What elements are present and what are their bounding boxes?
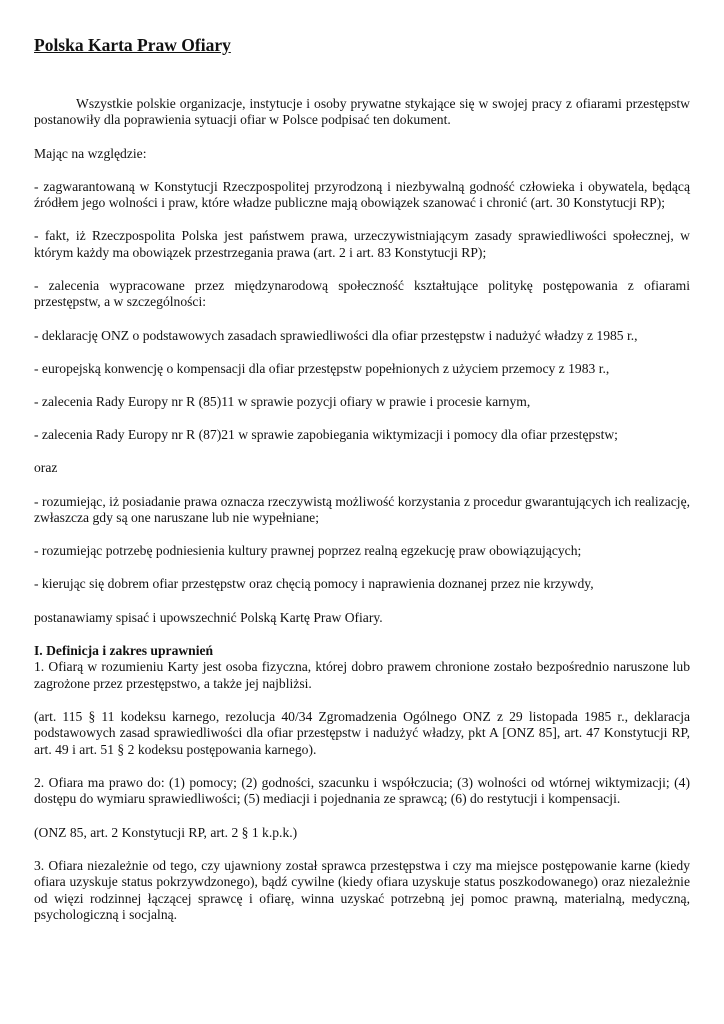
list-item: - zalecenia Rady Europy nr R (87)21 w sprawie zapobiegania wiktymizacji i pomocy dla ofiar przestępstw; [34, 427, 618, 443]
list-item: - zalecenia wypracowane przez międzynarodową społeczność kształtujące politykę postępowania z ofiarami przestępstw, a w szczególności: [34, 278, 690, 310]
list-item: - rozumiejąc, iż posiadanie prawa oznacza rzeczywistą możliwość korzystania z procedur gwarantujących ich realizację, zwłaszcza gdy są one naruszane lub nie wypełniane; [34, 493, 690, 526]
section-heading: I. Definicja i zakres uprawnień [34, 642, 214, 658]
list-item: - kierując się dobrem ofiar przestępstw oraz chęcią pomocy i naprawienia doznanej przez nie krzywdy, [34, 576, 594, 592]
list-item: - deklarację ONZ o podstawowych zasadach sprawiedliwości dla ofiar przestępstw i nadużyć władzy z 1985 r., [34, 327, 638, 343]
resolution-paragraph: postanawiamy spisać i upowszechnić Polską Kartę Praw Ofiary. [34, 609, 383, 625]
list-item: - rozumiejąc potrzebę podniesienia kultury prawnej poprzez realną egzekucję praw obowiązujących; [34, 543, 582, 559]
reference-paragraph: (ONZ 85, art. 2 Konstytucji RP, art. 2 § 1 k.p.k.) [34, 824, 298, 840]
list-item: - europejską konwencję o kompensacji dla ofiar przestępstw popełnionych z użyciem przemocy z 1983 r., [34, 360, 610, 376]
section-paragraph: 2. Ofiara ma prawo do: (1) pomocy; (2) godności, szacunku i współczucia; (3) wolności od wtórnej wiktymizacji; (4) dostępu do wymiaru sprawiedliwości; (5) mediacji i pojednania ze sprawcą; (6) do restytucji i kompensacji. [34, 774, 690, 807]
section-paragraph: 1. Ofiarą w rozumieniu Karty jest osoba fizyczna, której dobro prawem chronione zostało bezpośrednio naruszone lub zagrożone przez przestępstwo, a także jej najbliżsi. [34, 659, 690, 691]
list-item: - zalecenia Rady Europy nr R (85)11 w sprawie pozycji ofiary w prawie i procesie karnym, [34, 394, 531, 410]
list-item: - zagwarantowaną w Konstytucji Rzeczpospolitej przyrodzoną i niezbywalną godność człowieka i obywatela, będącą źródłem jego wolności i praw, które władze publiczne mają obowiązek szanować i chronić (art. 30 Konstytucji RP); [34, 178, 690, 211]
reference-paragraph: (art. 115 § 11 kodeksu karnego, rezolucja 40/34 Zgromadzenia Ogólnego ONZ z 29 listopada 1985 r., deklaracja podstawowych zasad sprawiedliwości dla ofiar przestępstw i nadużyć władzy, pkt A [ONZ 85], art. 47 Konstytucji RP, art. 49 i art. 51 § 2 kodeksu postępowania karnego). [34, 708, 690, 757]
list-item: - fakt, iż Rzeczpospolita Polska jest państwem prawa, urzeczywistniającym zasady sprawiedliwości społecznej, w którym każdy ma obowiązek przestrzegania prawa (art. 2 i art. 83 Konstytucji RP); [34, 228, 690, 260]
considering-heading: Mając na względzie: [34, 145, 147, 161]
document-page [34, 34, 690, 940]
document-title: Polska Karta Praw Ofiary [34, 35, 231, 55]
section-paragraph: 3. Ofiara niezależnie od tego, czy ujawniony został sprawca przestępstwa i czy ma miejsce postępowanie karne (kiedy ofiara uzyskuje status pokrzywdzonego), bądź cywilne (kiedy ofiara uzyskuje status poszkodowanego) oraz niezależnie od więzi rodzinnej łączącej sprawcę i ofiarę, winna uzyskać potrzebną jej pomoc prawną, materialną, medyczną, psychologiczną i socjalną. [34, 857, 690, 922]
conjunction-text: oraz [34, 460, 58, 476]
intro-paragraph: Wszystkie polskie organizacje, instytucje i osoby prywatne stykające się w swojej pracy z ofiarami przestępstw postanowiły dla poprawienia sytuacji ofiar w Polsce podpisać ten dokument. [34, 96, 690, 128]
